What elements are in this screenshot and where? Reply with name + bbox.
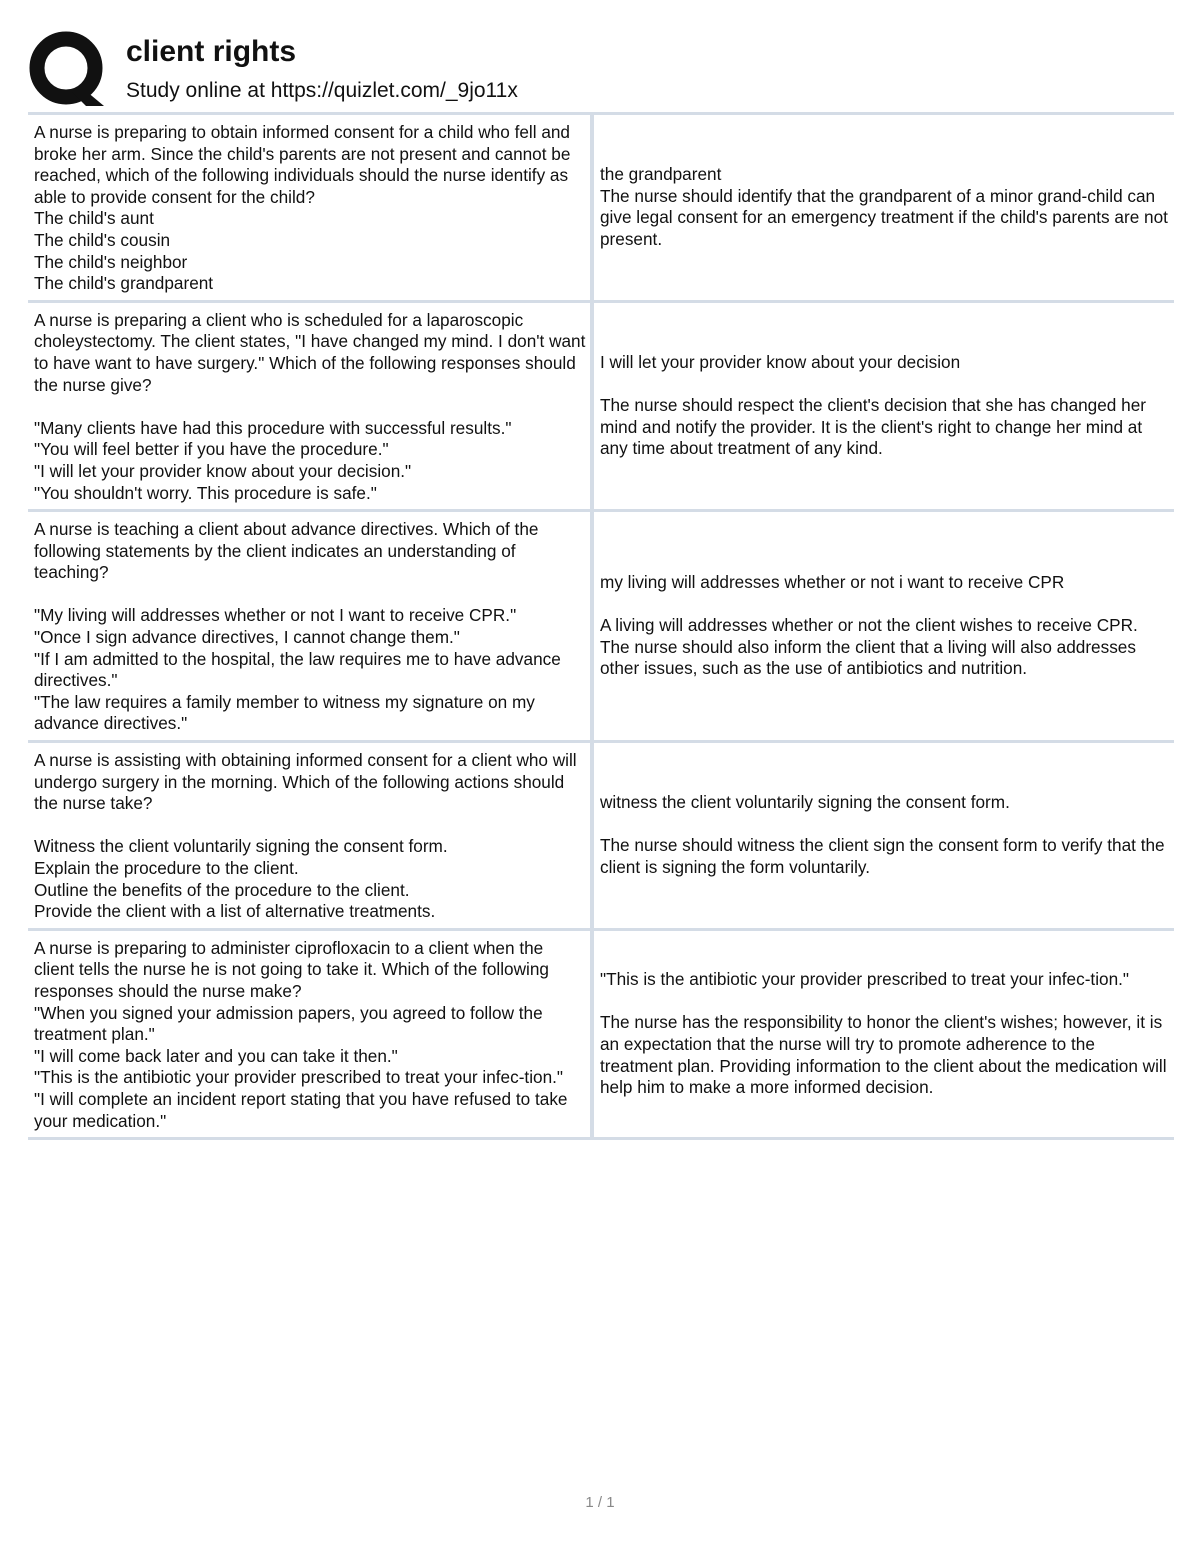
definition-explanation: The nurse has the responsibility to honor the client's wishes; however, it is an expectation that the nurse will try to promote adherence to the treatment plan. Providing information to the client about the medication will help him to make a more informed decision. <box>600 1012 1167 1098</box>
flashcard-term: A nurse is preparing a client who is scheduled for a laparoscopic choleystectomy. The client states, "I have changed my mind. I don't want to have want to have surgery." Which of the following responses should the nurse give? "Many clients have had this procedure with successful results." "You will feel better if you have the procedure." "I will let your provider know about your decision." "You shouldn't worry. This procedure is safe." <box>28 303 594 509</box>
flashcard-list <box>28 112 1174 1140</box>
flashcard-row <box>28 512 1174 743</box>
definition-answer: the grandparent <box>600 164 722 185</box>
flashcard-term: A nurse is preparing to obtain informed consent for a child who fell and broke her arm. Since the child's parents are not present and cannot be reached, which of the following individuals should the nurse identify as able to provide consent for the child? The child's aunt The child's cousin The child's neighbor The child's grandparent <box>28 115 594 300</box>
definition-spacer <box>600 594 1168 616</box>
flashcard-term: A nurse is teaching a client about advance directives. Which of the following statements by the client indicates an understanding of teaching? "My living will addresses whether or not I want to receive CPR." "Once I sign advance directives, I cannot change them." "If I am admitted to the hospital, the law requires me to have advance directives." "The law requires a family member to witness my signature on my advance directives." <box>28 512 594 740</box>
definition-answer: witness the client voluntarily signing the consent form. <box>600 792 1010 813</box>
definition-spacer <box>600 991 1168 1013</box>
page-header <box>28 30 1174 112</box>
definition-answer: my living will addresses whether or not i want to receive CPR <box>600 572 1065 593</box>
flashcard-definition <box>594 931 1174 1137</box>
definition-answer: "This is the antibiotic your provider prescribed to treat your infec-tion." <box>600 969 1130 990</box>
definition-spacer <box>600 814 1168 836</box>
definition-spacer <box>600 374 1168 396</box>
flashcard-definition <box>594 512 1174 740</box>
quizlet-q-logo-icon <box>28 30 108 110</box>
study-link[interactable]: Study online at https://quizlet.com/_9jo11x <box>126 79 518 102</box>
flashcard-row <box>28 115 1174 303</box>
definition-explanation: The nurse should witness the client sign the consent form to verify that the client is signing the form voluntarily. <box>600 835 1165 877</box>
flashcard-row <box>28 303 1174 512</box>
flashcard-definition <box>594 115 1174 300</box>
page-number: 1 / 1 <box>585 1494 615 1511</box>
flashcard-term: A nurse is preparing to administer ciprofloxacin to a client when the client tells the nurse he is not going to take it. Which of the following responses should the nurse make? "When you signed your admission papers, you agreed to follow the treatment plan." "I will come back later and you can take it then." "This is the antibiotic your provider prescribed to treat your infec-tion." "I will complete an incident report stating that you have refused to take your medication." <box>28 931 594 1137</box>
flashcard-term: A nurse is assisting with obtaining informed consent for a client who will undergo surgery in the morning. Which of the following actions should the nurse take? Witness the client voluntarily signing the consent form. Explain the procedure to the client. Outline the benefits of the procedure to the client. Provide the client with a list of alternative treatments. <box>28 743 594 928</box>
flashcard-definition <box>594 743 1174 928</box>
flashcard-definition <box>594 303 1174 509</box>
definition-explanation: The nurse should respect the client's decision that she has changed her mind and notify the provider. It is the client's right to change her mind at any time about treatment of any kind. <box>600 395 1146 459</box>
definition-answer: I will let your provider know about your decision <box>600 351 961 372</box>
flashcard-row <box>28 931 1174 1140</box>
definition-explanation: A living will addresses whether or not the client wishes to receive CPR. The nurse should also inform the client that a living will also addresses other issues, such as the use of antibiotics and nutrition. <box>600 615 1138 679</box>
flashcard-row <box>28 743 1174 931</box>
page-title: client rights <box>126 35 297 68</box>
definition-explanation: The nurse should identify that the grandparent of a minor grand-child can give legal consent for an emergency treatment if the child's parents are not present. <box>600 185 1168 249</box>
